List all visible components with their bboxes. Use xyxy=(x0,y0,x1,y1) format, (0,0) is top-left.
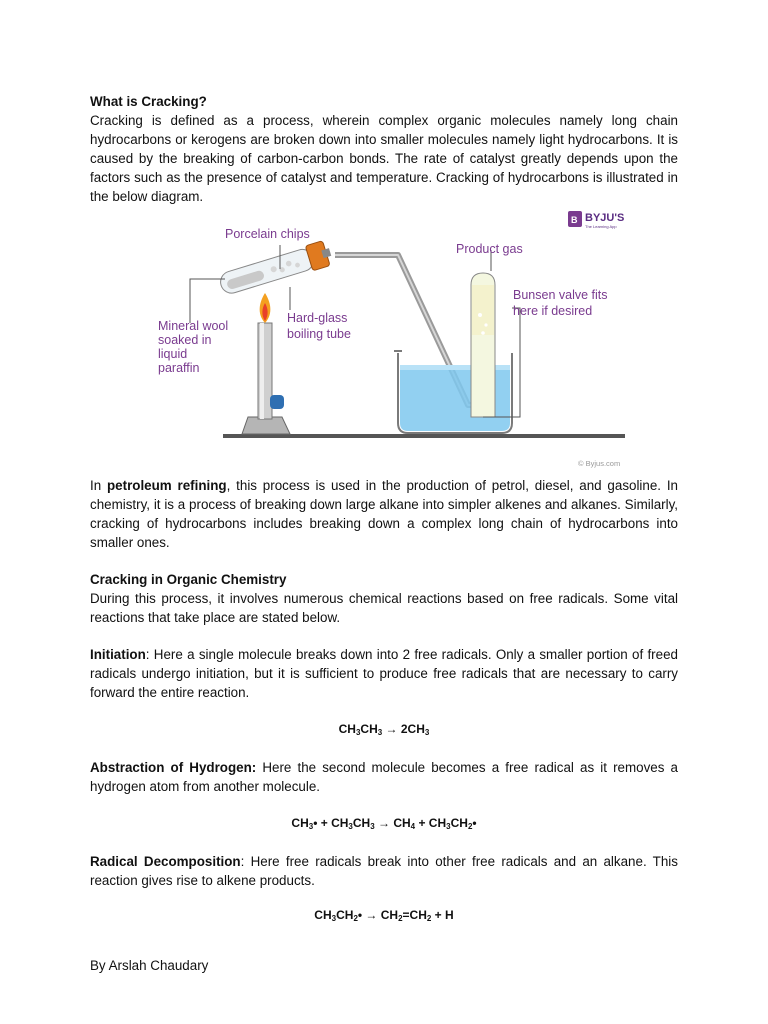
paragraph-petroleum-refining: In petroleum refining, this process is used in the production of petrol, diesel, and gasoline. In chemistry, it is a process of breaking down large alkane into simpler alkenes and alkanes. Similarly, cracking of hydrocarbons includes breaking down a complex long chain of hydrocarbons into smaller ones. xyxy=(90,478,678,550)
byjus-logo xyxy=(568,211,624,229)
bunsen-burner xyxy=(242,293,290,434)
equation-decomposition: $CH_3CH_2• \to CH_2=CH_2 + H$ xyxy=(314,908,454,923)
label-hard-glass-2: boiling tube xyxy=(287,327,351,341)
label-mineral-wool-3: liquid xyxy=(158,347,188,361)
apparatus-illustration xyxy=(150,205,640,470)
label-product-gas: Product gas xyxy=(456,242,523,256)
watermark: © Byjus.com xyxy=(578,459,621,468)
collecting-test-tube xyxy=(471,273,495,417)
hard-glass-boiling-tube xyxy=(217,240,334,298)
heading-organic-chemistry: Cracking in Organic Chemistry xyxy=(90,572,287,587)
bench-surface xyxy=(223,434,625,438)
byjus-logo-text: BYJU'S xyxy=(585,212,625,224)
label-mineral-wool-1: Mineral wool xyxy=(158,319,229,333)
decomposition-term: Radical Decomposition xyxy=(90,854,241,869)
svg-text:B: B xyxy=(571,215,578,225)
paragraph-abstraction: Abstraction of Hydrogen: Here the second molecule becomes a free radical as it removes a hydrogen atom from another molecule. xyxy=(90,760,678,794)
petroleum-refining-bold: petroleum refining xyxy=(106,478,227,493)
diagram-labels xyxy=(158,227,608,375)
label-porcelain-chips: Porcelain chips xyxy=(225,227,310,241)
heading-what-is-cracking: What is Cracking? xyxy=(90,94,207,109)
equation-abstraction: $CH_3• + CH_3CH_3 \to CH_4$ + $CH_3CH_2•$ xyxy=(291,816,477,831)
paragraph-free-radicals: During this process, it involves numerous chemical reactions based on free radicals. Some vital reactions that take place are stated below. xyxy=(90,591,678,625)
initiation-term: Initiation xyxy=(90,647,146,662)
air-valve xyxy=(270,395,284,409)
paragraph-initiation: Initiation: Here a single molecule breaks down into 2 free radicals. Only a smaller portion of freed radicals undergo initiation, but it is sufficient to produce free radicals that are necessary to carry forward the entire reaction. xyxy=(90,647,678,700)
abstraction-term: Abstraction of Hydrogen: xyxy=(90,760,257,775)
label-bunsen-valve-2: here if desired xyxy=(513,304,593,318)
label-bunsen-valve-1: Bunsen valve fits xyxy=(513,288,608,302)
equation-initiation: $CH_3CH_3 \to 2CH_3$ xyxy=(338,722,430,737)
label-hard-glass-1: Hard-glass xyxy=(287,311,348,325)
label-mineral-wool-2: soaked in xyxy=(158,333,212,347)
byjus-logo-tagline: The Learning App xyxy=(585,224,617,229)
cracking-apparatus-diagram xyxy=(150,205,640,470)
label-mineral-wool-4: paraffin xyxy=(158,361,200,375)
author-byline: By Arslah Chaudary xyxy=(90,958,209,973)
paragraph-cracking-definition: Cracking is defined as a process, wherein complex organic molecules namely long chain hydrocarbons or kerogens are broken down into smaller molecules namely light hydrocarbons. It is caused by the breaking of carbon-carbon bonds. The rate of catalyst greatly depends upon the factors such as the presence of catalyst and temperature. Cracking of hydrocarbons is illustrated in the below diagram. xyxy=(90,113,678,204)
paragraph-decomposition: Radical Decomposition: Here free radicals break into other free radicals and an alkane. This reaction gives rise to alkene products. xyxy=(90,854,678,888)
